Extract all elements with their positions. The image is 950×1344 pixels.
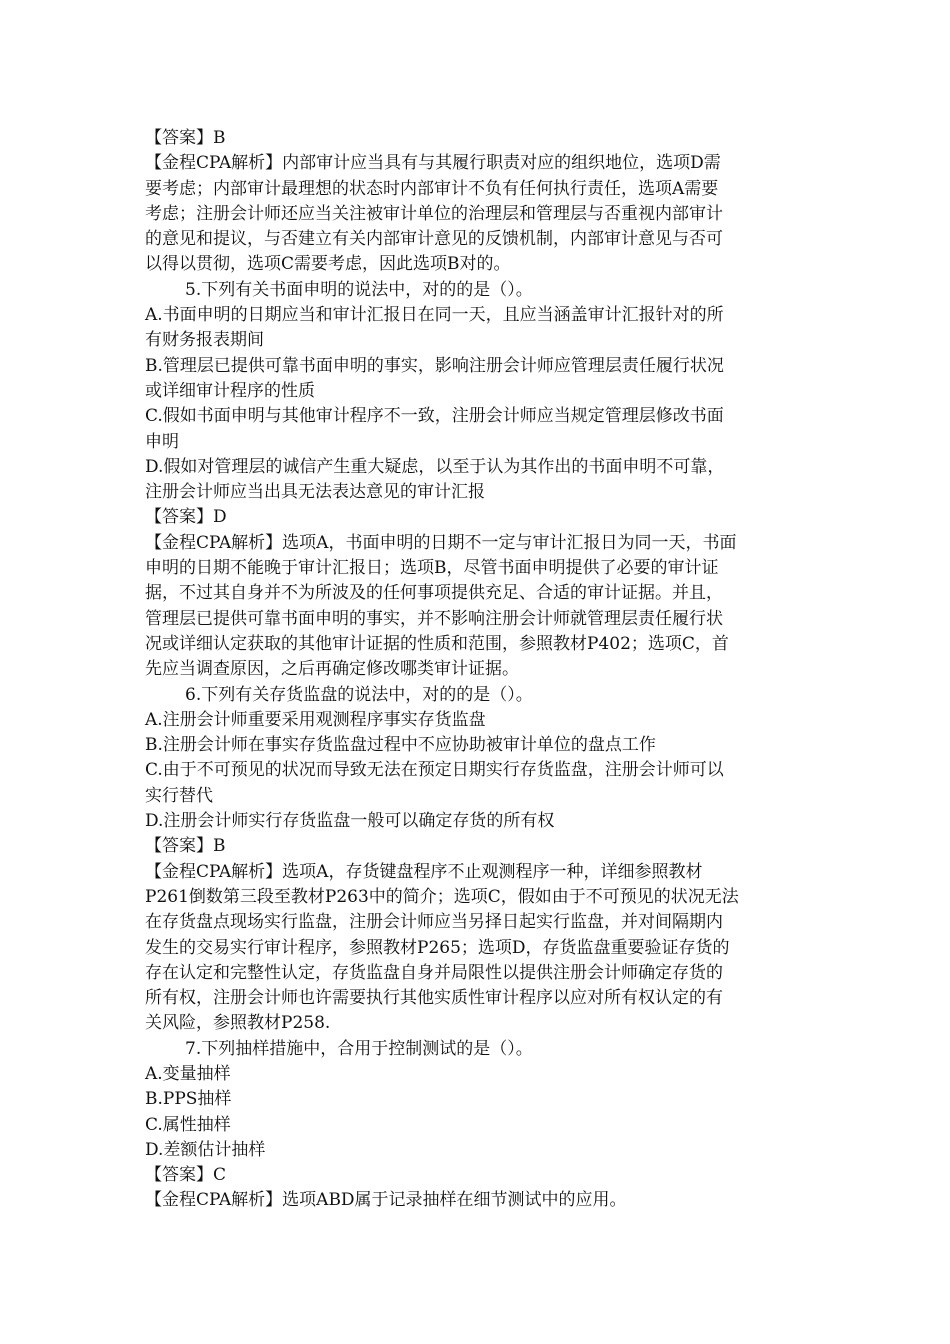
option-line: C.由于不可预见的状况而导致无法在预定日期实行存货监盘，注册会计师可以 bbox=[145, 760, 724, 781]
explanation-line: 【金程CPA解析】选项A，书面申明的日期不一定与审计汇报日为同一天，书面 bbox=[145, 532, 737, 553]
explanation-line: 【金程CPA解析】选项ABD属于记录抽样在细节测试中的应用。 bbox=[145, 1190, 627, 1211]
option-line: 有财务报表期间 bbox=[145, 330, 264, 351]
explanation-line: 考虑；注册会计师还应当关注被审计单位的治理层和管理层与否重视内部审计 bbox=[145, 203, 723, 224]
option-line: D.注册会计师实行存货监盘一般可以确定存货的所有权 bbox=[145, 811, 555, 832]
explanation-line: 【金程CPA解析】选项A，存货键盘程序不止观测程序一种，详细参照教材 bbox=[145, 861, 703, 882]
option-line: D.假如对管理层的诚信产生重大疑虑，以至于认为其作出的书面申明不可靠， bbox=[145, 456, 725, 477]
explanation-line: 关风险，参照教材P258. bbox=[145, 1013, 331, 1034]
explanation-line: 况或详细认定获取的其他审计证据的性质和范围，参照教材P402；选项C，首 bbox=[145, 633, 729, 654]
question-5: 5.下列有关书面申明的说法中，对的的是（）。 bbox=[185, 279, 533, 300]
option-line: A.变量抽样 bbox=[145, 1063, 231, 1084]
option-line: C.属性抽样 bbox=[145, 1114, 231, 1135]
option-line: B.管理层已提供可靠书面申明的事实，影响注册会计师应管理层责任履行状况 bbox=[145, 355, 724, 376]
option-line: 实行替代 bbox=[145, 785, 213, 806]
question-6: 6.下列有关存货监盘的说法中，对的的是（）。 bbox=[185, 684, 533, 705]
option-line: 注册会计师应当出具无法表达意见的审计汇报 bbox=[145, 482, 485, 503]
explanation-line: 据，不过其自身并不为所波及的任何事项提供充足、合适的审计证据。并且， bbox=[145, 583, 723, 604]
option-line: A.注册会计师重要采用观测程序事实存货监盘 bbox=[145, 709, 486, 730]
option-line: 或详细审计程序的性质 bbox=[145, 380, 315, 401]
option-line: C.假如书面申明与其他审计程序不一致，注册会计师应当规定管理层修改书面 bbox=[145, 406, 724, 427]
explanation-line: 申明的日期不能晚于审计汇报日；选项B，尽管书面申明提供了必要的审计证 bbox=[145, 558, 719, 579]
explanation-line: 先应当调查原因，之后再确定修改哪类审计证据。 bbox=[145, 659, 519, 680]
document-body bbox=[145, 126, 813, 1214]
answer-line: 【答案】D bbox=[145, 507, 227, 528]
option-line: D.差额估计抽样 bbox=[145, 1139, 266, 1160]
explanation-line: 在存货盘点现场实行监盘，注册会计师应当另择日起实行监盘，并对间隔期内 bbox=[145, 912, 723, 933]
explanation-line: 【金程CPA解析】内部审计应当具有与其履行职责对应的组织地位，选项D需 bbox=[145, 153, 721, 174]
explanation-line: 以得以贯彻，选项C需要考虑，因此选项B对的。 bbox=[145, 254, 511, 275]
question-7: 7.下列抽样措施中，合用于控制测试的是（）。 bbox=[185, 1038, 533, 1059]
option-line: B.PPS抽样 bbox=[145, 1089, 232, 1110]
explanation-line: 发生的交易实行审计程序，参照教材P265；选项D，存货监盘重要验证存货的 bbox=[145, 937, 730, 958]
option-line: 申明 bbox=[145, 431, 179, 452]
explanation-line: 所有权，注册会计师也许需要执行其他实质性审计程序以应对所有权认定的有 bbox=[145, 988, 723, 1009]
option-line: B.注册会计师在事实存货监盘过程中不应协助被审计单位的盘点工作 bbox=[145, 735, 656, 756]
explanation-line: 的意见和提议，与否建立有关内部审计意见的反馈机制，内部审计意见与否可 bbox=[145, 229, 723, 250]
explanation-line: 管理层已提供可靠书面申明的事实，并不影响注册会计师就管理层责任履行状 bbox=[145, 608, 723, 629]
answer-line: 【答案】C bbox=[145, 1165, 227, 1186]
option-line: A.书面申明的日期应当和审计汇报日在同一天，且应当涵盖审计汇报针对的所 bbox=[145, 305, 724, 326]
answer-line: 【答案】B bbox=[145, 836, 226, 857]
explanation-line: P261倒数第三段至教材P263中的简介；选项C，假如由于不可预见的状况无法 bbox=[145, 886, 739, 907]
explanation-line: 要考虑；内部审计最理想的状态时内部审计不负有任何执行责任，选项A需要 bbox=[145, 178, 719, 199]
answer-line: 【答案】B bbox=[145, 128, 226, 148]
explanation-line: 存在认定和完整性认定，存货监盘自身并局限性以提供注册会计师确定存货的 bbox=[145, 962, 723, 983]
